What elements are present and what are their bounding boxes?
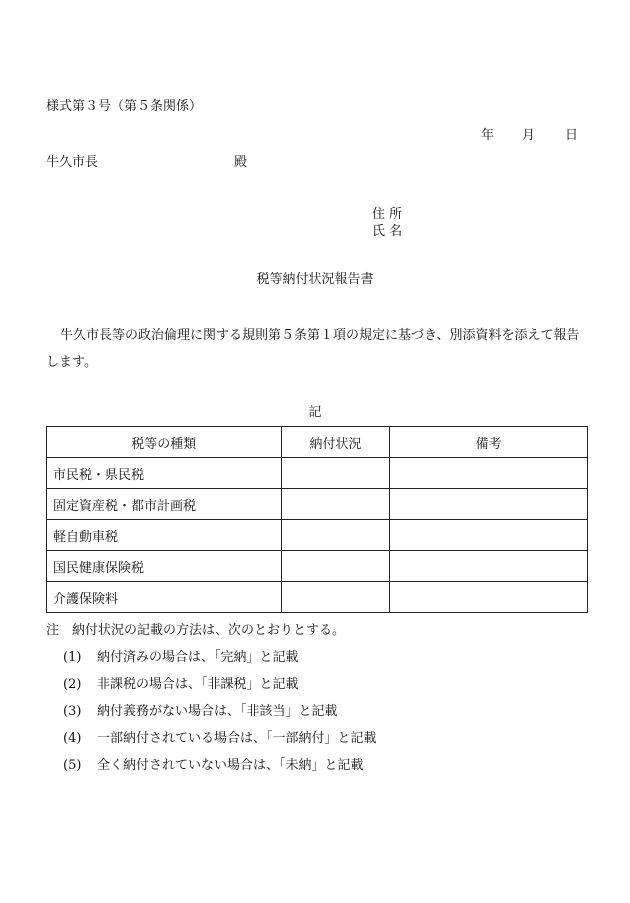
date-line [481,129,578,142]
applicant-address-label: 住 所 [372,207,403,222]
note-text: 非課税の場合は、「非課税」と記載 [97,677,299,692]
note-text: 納付義務がない場合は、「非該当」と記載 [97,704,338,719]
note-number: (5) [63,758,82,773]
addressee-suffix: 殿 [234,155,248,170]
note-item [63,732,377,745]
tax-type-cell: 軽自動車税 [47,520,282,551]
tax-type-cell: 国民健康保険税 [47,551,282,582]
note-text: 一部納付されている場合は、「一部納付」と記載 [97,731,377,746]
payment-status-cell[interactable] [281,582,390,613]
applicant-block [372,206,402,240]
remarks-cell[interactable] [390,458,588,489]
date-day-label: 日 [565,128,579,143]
table-row [47,520,588,551]
tax-status-table [46,426,588,613]
table-row [47,551,588,582]
note-number: (4) [63,731,82,746]
note-item [63,678,299,691]
note-item [63,759,364,772]
date-month-label: 月 [522,128,536,143]
body-text: 牛久市長等の政治倫理に関する規則第５条第１項の規定に基づき、別添資料を添えて報告します。 [46,328,580,370]
note-text: 納付済みの場合は、「完納」と記載 [97,650,299,665]
tax-type-cell: 介護保険料 [47,582,282,613]
notes-heading: 注 納付状況の記載の方法は、次のとおりとする。 [46,623,346,638]
remarks-cell[interactable] [390,520,588,551]
addressee-name: 牛久市長 [46,155,99,170]
note-item [63,705,338,718]
remarks-cell[interactable] [390,551,588,582]
remarks-cell[interactable] [390,582,588,613]
table-row [47,582,588,613]
note-item [63,651,299,664]
remarks-cell[interactable] [390,489,588,520]
note-number: (1) [63,650,82,665]
tax-type-cell: 固定資産税・都市計画税 [47,489,282,520]
payment-status-cell[interactable] [281,551,390,582]
document-title: 税等納付状況報告書 [256,272,374,287]
payment-status-cell[interactable] [281,458,390,489]
addressee [46,155,248,170]
payment-status-cell[interactable] [281,489,390,520]
form-number: 様式第３号（第５条関係） [46,99,203,114]
note-number: (3) [63,704,82,719]
header-payment-status: 納付状況 [281,427,390,458]
tax-type-cell: 市民税・県民税 [47,458,282,489]
applicant-name-label: 氏 名 [372,224,403,239]
note-number: (2) [63,677,82,692]
note-text: 全く納付されていない場合は、「未納」と記載 [97,758,364,773]
date-year-label: 年 [481,128,495,143]
table-row [47,458,588,489]
table-header-row [47,427,588,458]
table-row [47,489,588,520]
ki-heading: 記 [308,405,322,420]
header-tax-type: 税等の種類 [47,427,282,458]
payment-status-cell[interactable] [281,520,390,551]
header-remarks: 備考 [390,427,588,458]
